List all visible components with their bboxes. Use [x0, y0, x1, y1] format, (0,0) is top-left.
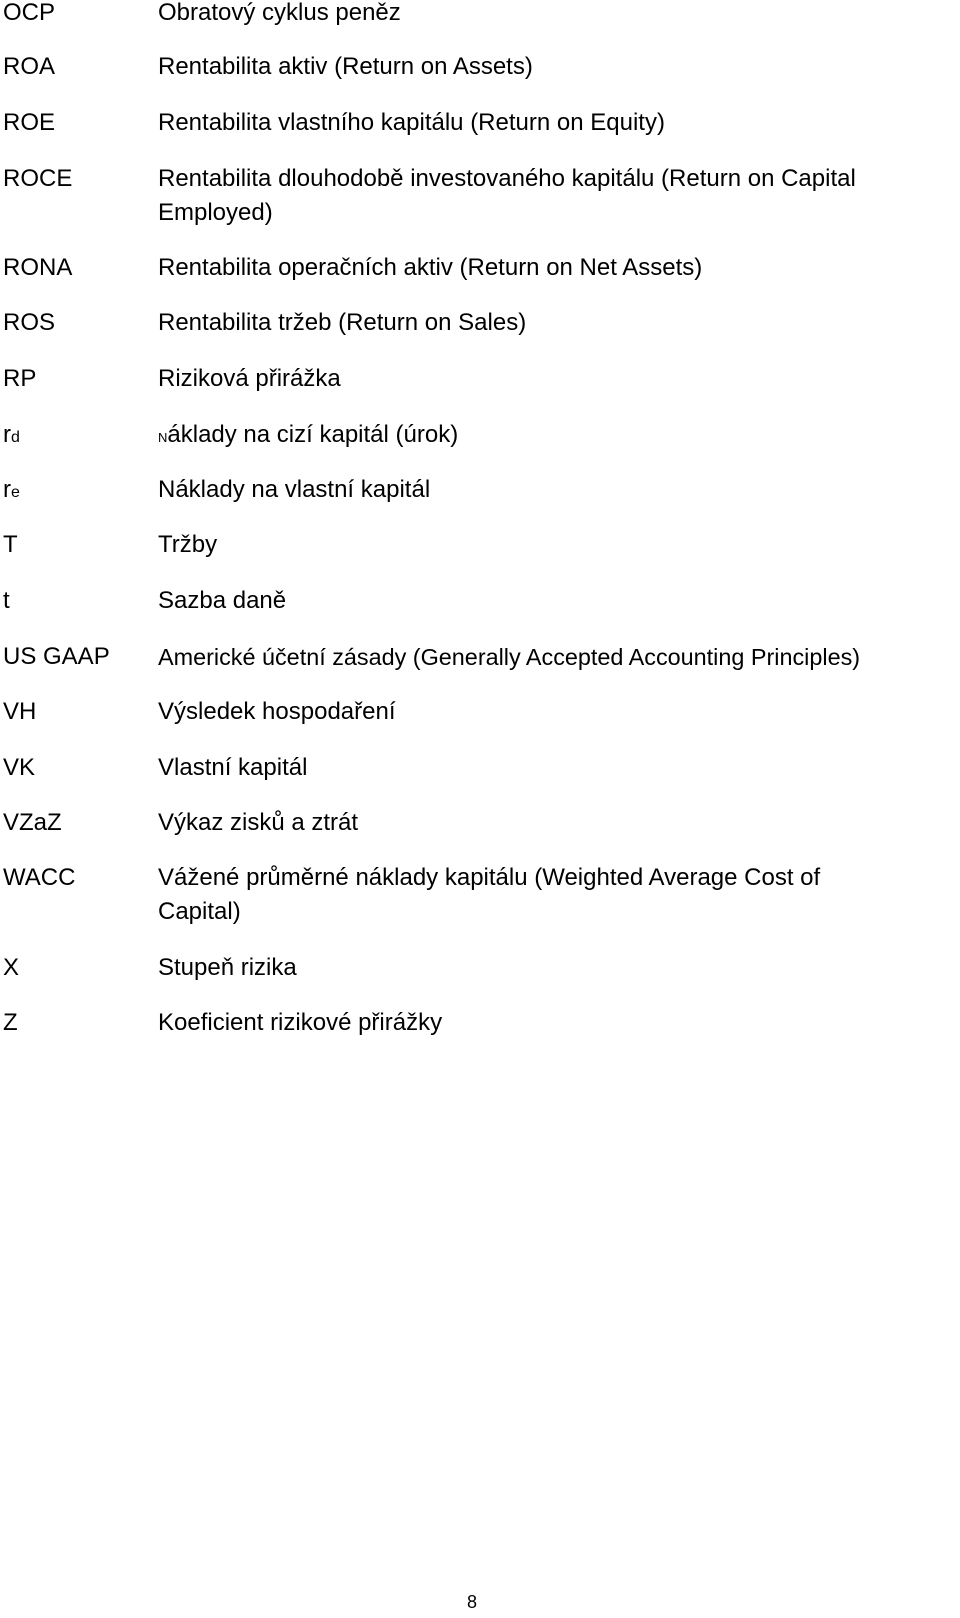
abbreviation-meaning: Obratový cyklus peněz	[158, 0, 401, 26]
abbreviation-meaning: Vážené průměrné náklady kapitálu (Weighted Average Cost of Capital)	[158, 864, 821, 925]
abbreviation-meaning: Rentabilita aktiv (Return on Assets)	[158, 53, 533, 80]
meaning-text: áklady na cizí kapitál (úrok)	[167, 421, 459, 448]
abbreviation: ROS	[3, 309, 56, 336]
abbreviation-meaning	[158, 418, 948, 455]
abbreviation-meaning: Výkaz zisků a ztrát	[158, 809, 359, 836]
abbreviation-meaning: Rentabilita tržeb (Return on Sales)	[158, 309, 527, 336]
abbreviation-meaning: Rentabilita operačních aktiv (Return on Net Assets)	[158, 254, 703, 281]
abbreviation: ROCE	[3, 165, 73, 192]
abbreviation-meaning: Tržby	[158, 531, 218, 558]
abbreviation: ROE	[3, 109, 56, 136]
abbreviation: X	[3, 954, 20, 981]
abbreviation: RP	[3, 365, 37, 392]
abbreviation-symbol: r	[3, 476, 11, 503]
abbreviation	[3, 473, 20, 510]
abbreviation-symbol: r	[3, 421, 11, 448]
abbreviation-meaning: Výsledek hospodaření	[158, 698, 396, 725]
abbreviation-meaning: Riziková přirážka	[158, 365, 341, 392]
abbreviation: Z	[3, 1009, 18, 1036]
abbreviation: VZaZ	[3, 809, 62, 836]
abbreviation: WACC	[3, 864, 76, 891]
abbreviation-meaning: Vlastní kapitál	[158, 754, 308, 781]
abbreviation: t	[3, 587, 10, 614]
abbreviation-meaning: Stupeň rizika	[158, 954, 297, 981]
abbreviation: US GAAP	[3, 643, 110, 670]
abbreviation: VH	[3, 698, 37, 725]
abbreviation: VK	[3, 754, 36, 781]
abbreviation-subscript: d	[11, 429, 20, 446]
abbreviation-meaning: Americké účetní zásady (Generally Accepted Accounting Principles)	[158, 644, 861, 670]
page-number: 8	[467, 1592, 478, 1612]
abbreviation-subscript: e	[11, 484, 20, 501]
abbreviation	[3, 418, 20, 455]
abbreviation-meaning: Sazba daně	[158, 587, 287, 614]
abbreviation: OCP	[3, 0, 56, 26]
abbreviation-meaning: Rentabilita dlouhodobě investovaného kapitálu (Return on Capital Employed)	[158, 165, 856, 226]
abbreviation: ROA	[3, 53, 56, 80]
abbreviation: T	[3, 531, 18, 558]
abbreviation-meaning: Náklady na vlastní kapitál	[158, 476, 431, 503]
abbreviation: RONA	[3, 254, 73, 281]
abbreviation-meaning: Rentabilita vlastního kapitálu (Return on Equity)	[158, 109, 665, 136]
abbreviation-meaning: Koeficient rizikové přirážky	[158, 1009, 443, 1036]
meaning-initial: N	[158, 430, 168, 445]
